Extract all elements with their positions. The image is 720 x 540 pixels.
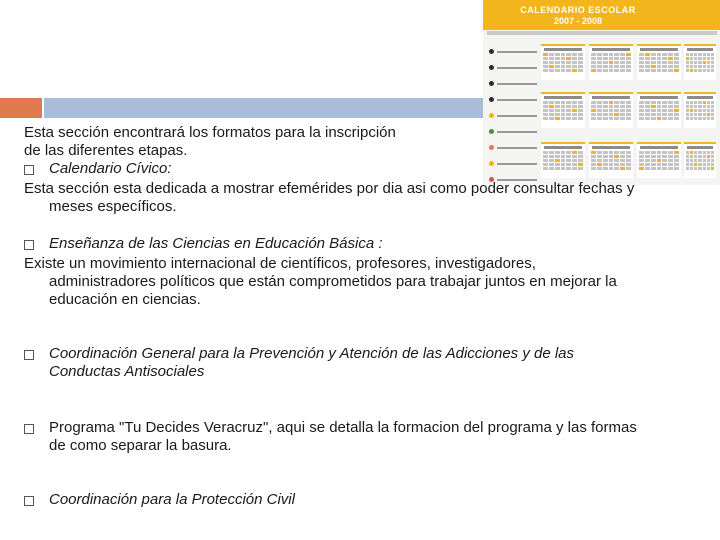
ciencias-description: Existe un movimiento internacional de científicos, profesores, investigadores, administradores políticos que están comprometidos para trabajar juntos en mejorar la educación en ciencias.	[24, 255, 617, 308]
calendar-subtitle-strip	[487, 31, 717, 35]
adicciones-item	[24, 345, 644, 381]
intro-line-1: Esta sección encontrará los formatos para la inscripción	[24, 124, 396, 141]
calendar-month	[684, 92, 716, 128]
checkbox-bullet-icon	[24, 235, 49, 255]
legend-entry	[489, 110, 537, 121]
legend-entry	[489, 62, 537, 73]
calendar-header	[483, 0, 720, 30]
legend-dot-icon	[489, 113, 494, 118]
calendar-month	[637, 92, 681, 128]
legend-dot-icon	[489, 81, 494, 86]
civico-title[interactable]: Calendario Cívico:	[49, 160, 172, 177]
ciencias-title[interactable]: Enseñanza de las Ciencias en Educación Básica :	[49, 235, 383, 252]
veracruz-item	[24, 419, 644, 455]
ciencias-item	[24, 235, 644, 255]
calendar-month	[589, 44, 633, 80]
calendar-month	[541, 92, 585, 128]
checkbox-bullet-icon	[24, 160, 49, 180]
proteccion-link[interactable]: Coordinación para la Protección Civil	[49, 491, 295, 508]
legend-entry	[489, 46, 537, 57]
intro-line-2: de las diferentes etapas.	[24, 142, 188, 159]
calendar-month	[684, 142, 716, 178]
calendar-month	[589, 92, 633, 128]
calendar-years: 2007 - 2008	[553, 16, 603, 26]
civico-description: Esta sección esta dedicada a mostrar efemérides por dia asi como poder consultar fechas y meses específicos.	[24, 180, 635, 215]
accent-bar-orange	[0, 98, 42, 118]
checkbox-bullet-icon	[24, 345, 49, 365]
veracruz-link[interactable]: Programa "Tu Decides Veracruz", aqui se detalla la formacion del programa y las formas de como separar la basura.	[49, 419, 637, 454]
legend-dot-icon	[489, 49, 494, 54]
calendar-month	[541, 44, 585, 80]
checkbox-bullet-icon	[24, 419, 49, 439]
legend-dot-icon	[489, 65, 494, 70]
legend-dot-icon	[489, 97, 494, 102]
checkbox-bullet-icon	[24, 491, 49, 511]
legend-entry	[489, 78, 537, 89]
calendar-month	[637, 44, 681, 80]
adicciones-link[interactable]: Coordinación General para la Prevención y Atención de las Adicciones y de las Conductas Antisociales	[49, 345, 575, 380]
legend-entry	[489, 94, 537, 105]
calendar-month	[684, 44, 716, 80]
proteccion-item	[24, 491, 644, 511]
civico-item	[24, 160, 644, 180]
main-content	[24, 124, 644, 511]
calendar-title: CALENDARIO ESCOLAR	[520, 5, 636, 15]
